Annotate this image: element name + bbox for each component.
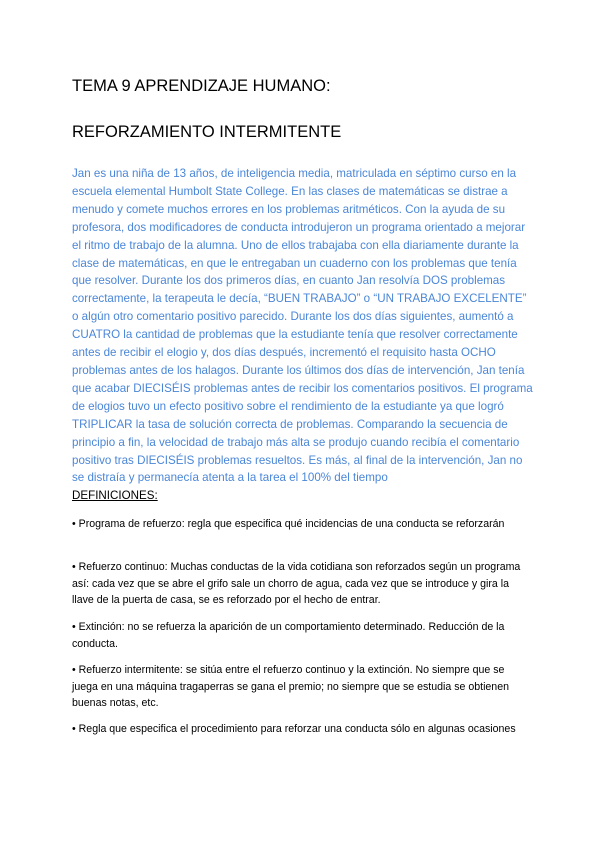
definitions-heading: DEFINICIONES: <box>72 489 158 502</box>
definition-item: • Regla que especifica el procedimiento para reforzar una conducta sólo en algunas ocasiones <box>72 723 516 735</box>
document-subtitle: REFORZAMIENTO INTERMITENTE <box>72 123 342 141</box>
definition-item: • Programa de refuerzo: regla que especifica qué incidencias de una conducta se reforzarán <box>72 518 505 530</box>
definition-item: • Extinción: no se refuerza la aparición de un comportamiento determinado. Reducción de la conducta. <box>72 621 505 650</box>
case-study-paragraph: Jan es una niña de 13 años, de inteligencia media, matriculada en séptimo curso en la escuela elemental Humbolt State College. En las clases de matemáticas se distrae a menudo y comete muchos errores en los problemas aritméticos. Con la ayuda de su profesora, dos modificadores de conducta introdujeron un programa orientado a mejorar el ritmo de trabajo de la alumna. Uno de ellos trabajaba con ella diariamente durante la clase de matemáticas, en que le entregaban un cuaderno con los problemas que tenía que resolver. Durante los dos primeros días, en cuanto Jan resolvía DOS problemas correctamente, la terapeuta le decía, “BUEN TRABAJO” o “UN TRABAJO EXCELENTE” o algún otro comentario positivo parecido. Durante los dos días siguientes, aumentó a CUATRO la cantidad de problemas que la estudiante tenía que resolver correctamente antes de recibir el elogio y, dos días después, incrementó el requisito hasta OCHO problemas antes de los halagos. Durante los últimos dos días de intervención, Jan tenía que acabar DIECISÉIS problemas antes de recibir los comentarios positivos. El programa de elogios tuvo un efecto positivo sobre el rendimiento de la estudiante ya que logró TRIPLICAR la tasa de solución correcta de problemas. Comparando la secuencia de principio a fin, la velocidad de trabajo más alta se produjo cuando recibía el comentario positivo tras DIECISÉIS problemas resueltos. Es más, al final de la intervención, Jan no se distraía y permanecía atenta a la tarea el 100% del tiempo <box>72 167 533 485</box>
definition-item: • Refuerzo continuo: Muchas conductas de la vida cotidiana son reforzados según un programa así: cada vez que se abre el grifo sale un chorro de agua, cada vez que se introduce y gira la llave de la puerta de casa, se es reforzado por el hecho de entrar. <box>72 561 521 606</box>
definition-item: • Refuerzo intermitente: se sitúa entre el refuerzo continuo y la extinción. No siempre que se juega en una máquina tragaperras se gana el premio; no siempre que se estudia se obtienen buenas notas, etc. <box>72 664 509 709</box>
document-title: TEMA 9 APRENDIZAJE HUMANO: <box>72 77 331 95</box>
